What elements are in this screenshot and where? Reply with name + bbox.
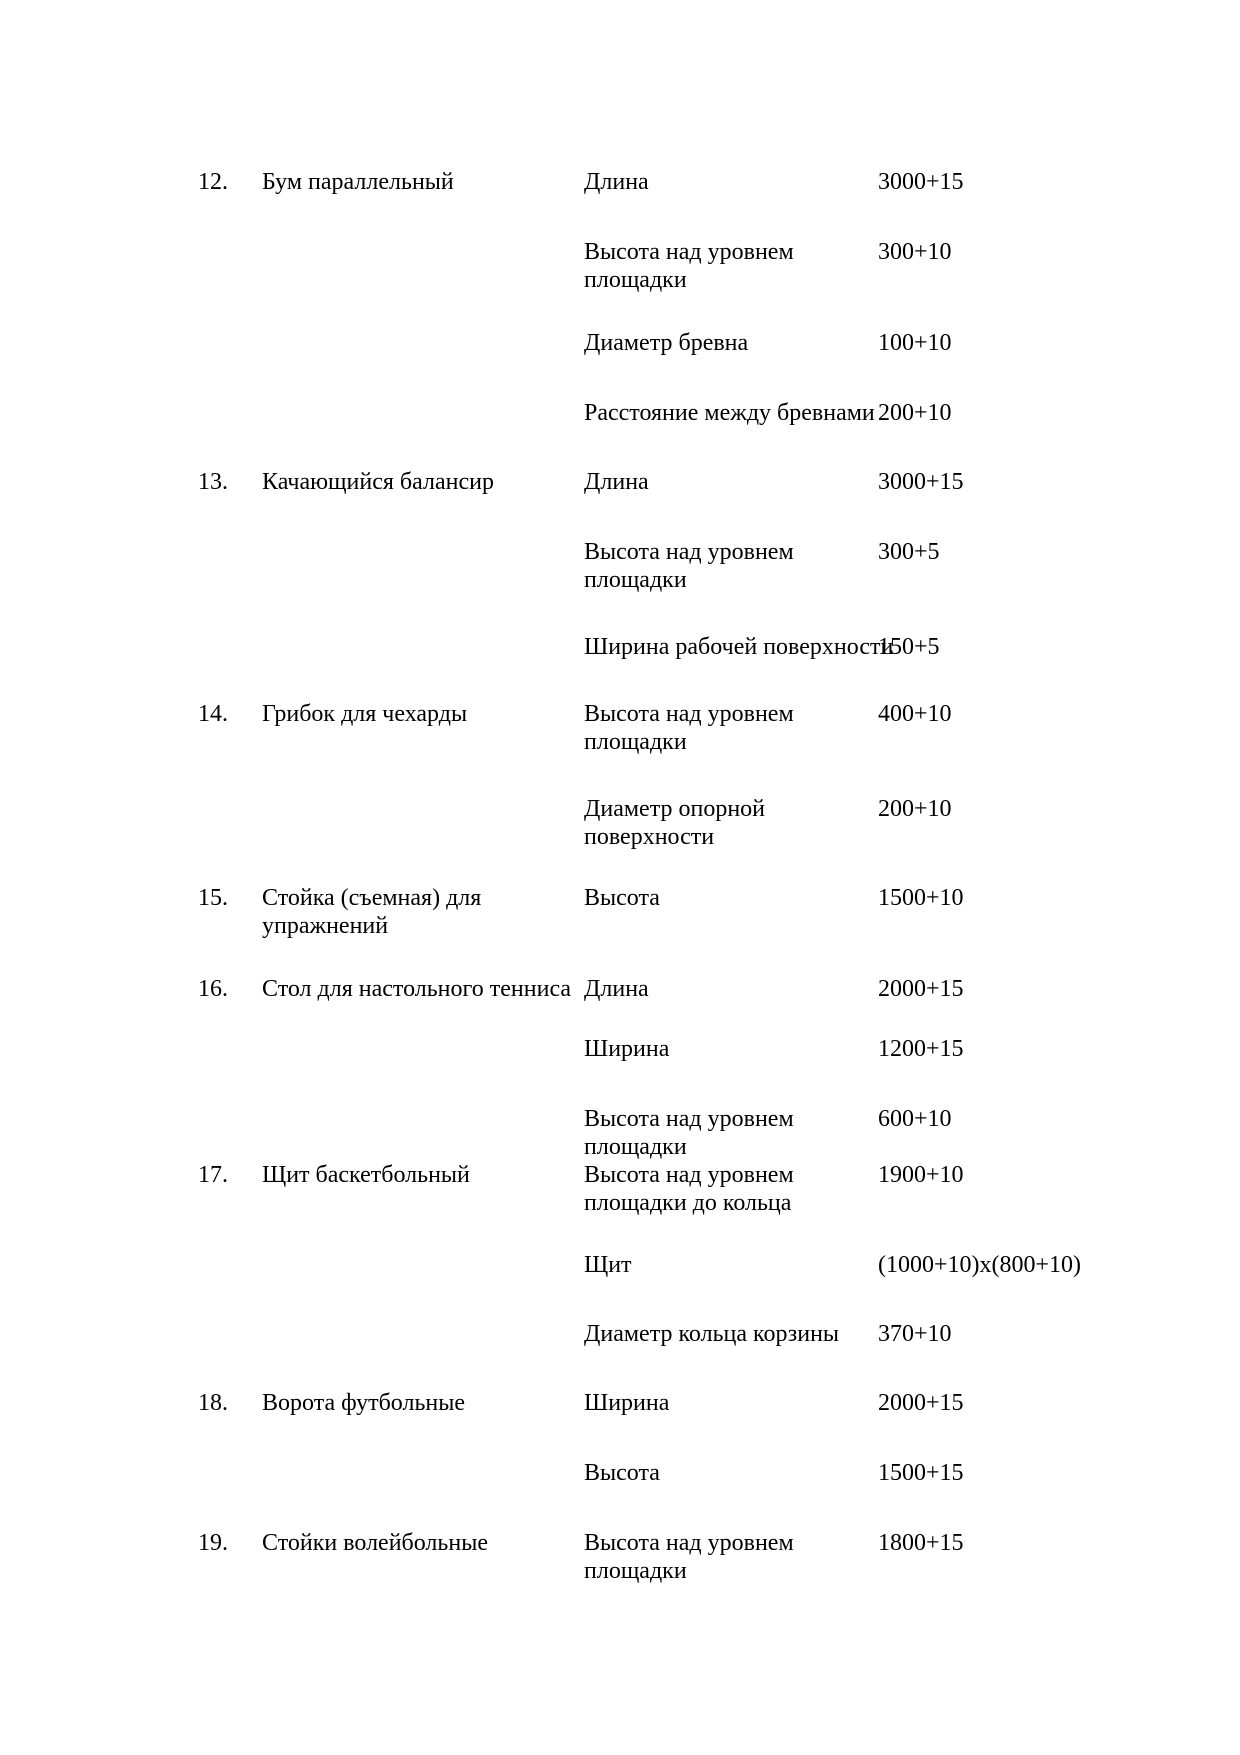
param-label-line: Высота над уровнем <box>584 1530 794 1556</box>
param-label-line: Высота над уровнем <box>584 1162 794 1188</box>
row-number: 17. <box>198 1162 228 1188</box>
row-number: 16. <box>198 976 228 1002</box>
param-label-line: Высота над уровнем <box>584 539 794 565</box>
equipment-name-line: упражнений <box>262 913 389 939</box>
equipment-name-line: Стойка (съемная) для <box>262 885 482 911</box>
param-value: 1800+15 <box>878 1530 964 1556</box>
param-label-line: поверхности <box>584 824 715 850</box>
param-label-line: Длина <box>584 169 649 195</box>
row-number: 12. <box>198 169 228 195</box>
param-label-line: Длина <box>584 469 649 495</box>
param-value: 400+10 <box>878 701 952 727</box>
param-value: 300+10 <box>878 239 952 265</box>
row-number: 15. <box>198 885 228 911</box>
param-label-line: Ширина рабочей поверхности <box>584 634 894 660</box>
param-label-line: Щит <box>584 1252 632 1278</box>
param-value: 100+10 <box>878 330 952 356</box>
equipment-name-line: Ворота футбольные <box>262 1390 466 1416</box>
equipment-name-line: Качающийся балансир <box>262 469 494 495</box>
param-value: 600+10 <box>878 1106 952 1132</box>
param-label-line: Диаметр кольца корзины <box>584 1321 840 1347</box>
param-label-line: Диаметр бревна <box>584 330 749 356</box>
param-label-line: площадки <box>584 567 687 593</box>
param-value: 2000+15 <box>878 1390 964 1416</box>
param-value: 1500+10 <box>878 885 964 911</box>
param-label-line: площадки <box>584 1558 687 1584</box>
row-number: 14. <box>198 701 228 727</box>
row-number: 18. <box>198 1390 228 1416</box>
param-value: 3000+15 <box>878 469 964 495</box>
param-value: 1200+15 <box>878 1036 964 1062</box>
param-label-line: Высота <box>584 885 660 911</box>
equipment-name-line: Стол для настольного тенниса <box>262 976 572 1002</box>
param-label-line: Высота над уровнем <box>584 701 794 727</box>
param-label-line: Диаметр опорной <box>584 796 766 822</box>
param-label-line: площадки <box>584 729 687 755</box>
param-label-line: Высота <box>584 1460 660 1486</box>
param-value: 300+5 <box>878 539 940 565</box>
param-label-line: Ширина <box>584 1036 670 1062</box>
param-label-line: Высота над уровнем <box>584 239 794 265</box>
param-value: 200+10 <box>878 796 952 822</box>
param-value: 150+5 <box>878 634 940 660</box>
param-value: 370+10 <box>878 1321 952 1347</box>
row-number: 19. <box>198 1530 228 1556</box>
param-value: 1500+15 <box>878 1460 964 1486</box>
param-value: 3000+15 <box>878 169 964 195</box>
param-label-line: Высота над уровнем <box>584 1106 794 1132</box>
equipment-name-line: Щит баскетбольный <box>262 1162 470 1188</box>
param-label-line: площадки <box>584 1134 687 1160</box>
equipment-name-line: Стойки волейбольные <box>262 1530 488 1556</box>
param-label-line: Ширина <box>584 1390 670 1416</box>
param-value: 2000+15 <box>878 976 964 1002</box>
param-value: 1900+10 <box>878 1162 964 1188</box>
param-label-line: Расстояние между бревнами <box>584 400 875 426</box>
param-label-line: площадки до кольца <box>584 1190 792 1216</box>
equipment-name-line: Грибок для чехарды <box>262 701 468 727</box>
param-value: 200+10 <box>878 400 952 426</box>
param-label-line: Длина <box>584 976 649 1002</box>
row-number: 13. <box>198 469 228 495</box>
param-label-line: площадки <box>584 267 687 293</box>
param-value: (1000+10)x(800+10) <box>878 1252 1082 1278</box>
equipment-name-line: Бум параллельный <box>262 169 454 195</box>
